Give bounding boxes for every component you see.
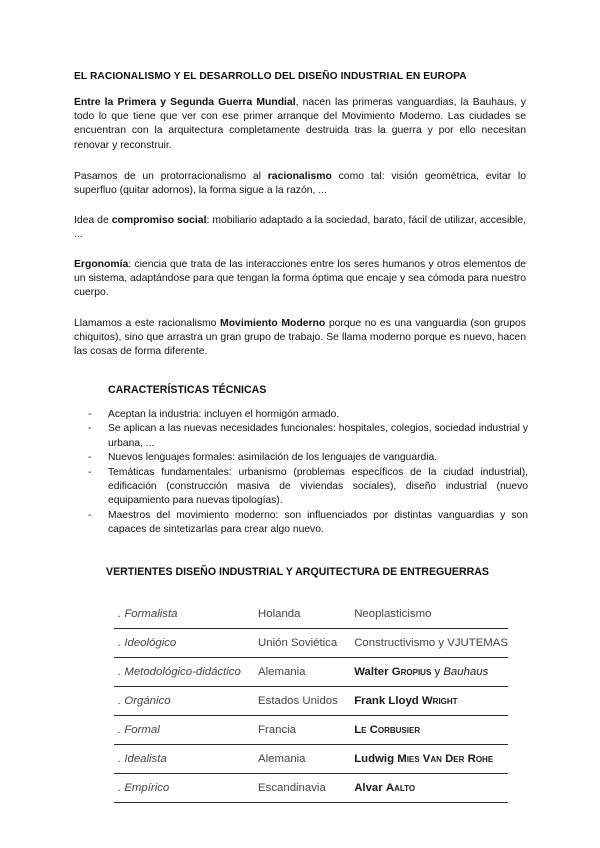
- cell-referente-text: Constructivismo y VJUTEMAS: [354, 637, 508, 649]
- paragraph-bold: racionalismo: [267, 171, 332, 182]
- cell-referente-name: Frank Lloyd: [354, 695, 422, 707]
- dash-bullet: -: [88, 423, 92, 435]
- cell-referente-join: y: [431, 666, 444, 678]
- list-item: [88, 466, 528, 509]
- paragraph-text: , nacen las primeras vanguardias, la Bauhaus, y todo lo que tiene que ver con ese primer arranque del Movimiento Moderno. Las ciudades se encuentran con la arquitectura completamente destruida tras la guerra y por ello necesitan renovar y reconstruir.: [74, 97, 526, 151]
- cell-pais: Unión Soviética: [254, 629, 350, 658]
- list-item: [88, 408, 528, 422]
- document-title: EL RACIONALISMO Y EL DESARROLLO DEL DISEÑO INDUSTRIAL EN EUROPA: [74, 71, 467, 82]
- table-row: [114, 629, 508, 658]
- cell-tendencia: . Formalista: [114, 600, 254, 629]
- list-item: [88, 422, 528, 451]
- cell-pais: Estados Unidos: [254, 687, 350, 716]
- cell-tendencia: . Idealista: [114, 745, 254, 774]
- paragraph-entreguerras: [74, 96, 526, 153]
- heading-caracteristicas-tecnicas: CARACTERÍSTICAS TÉCNICAS: [108, 384, 267, 396]
- table-row: [114, 600, 508, 629]
- cell-referente: [350, 629, 508, 658]
- cell-pais: Francia: [254, 716, 350, 745]
- paragraph-text: como tal: visión geométrica, evitar lo superfluo (quitar adornos), la forma sigue a la razón, ...: [74, 171, 526, 197]
- list-item-text: Temáticas fundamentales: urbanismo (problemas específicos de la ciudad industrial), edificación (construcción masiva de viviendas sociales), diseño industrial (nuevo equipamiento para nuevas tipologías).: [108, 466, 528, 507]
- paragraph-text: porque no es una vanguardia (son grupos chiquitos), sino que arrastra un gran grupo de trabajo. Se llama moderno porque es nuevo, hacen las cosas de forma diferente.: [74, 318, 526, 358]
- dash-bullet: -: [88, 466, 92, 478]
- cell-referente: [350, 716, 508, 745]
- list-item-text: Nuevos lenguajes formales: asimilación de los lenguajes de vanguardia.: [108, 452, 438, 464]
- cell-referente-surname: Mies Van Der Rohe: [397, 753, 494, 765]
- paragraph-text: Pasamos de un protorracionalismo al: [74, 171, 268, 182]
- table-row: [114, 687, 508, 716]
- list-item: [88, 451, 528, 465]
- cell-referente: [350, 658, 508, 687]
- list-item: [88, 509, 528, 538]
- list-item-text: Aceptan la industria: incluyen el hormigón armado.: [108, 409, 340, 420]
- vertientes-table: [114, 600, 508, 803]
- cell-referente: [350, 600, 508, 629]
- cell-referente-name: Alvar: [354, 782, 386, 794]
- cell-pais: Alemania: [254, 745, 350, 774]
- table-row: [114, 745, 508, 774]
- paragraph-bold: compromiso social: [111, 215, 207, 226]
- paragraph-text: Idea de: [74, 215, 112, 226]
- cell-referente: [350, 745, 508, 774]
- cell-referente-name: Walter: [354, 666, 392, 678]
- cell-referente-surname: Wright: [421, 695, 458, 707]
- paragraph-text: Llamamos a este racionalismo: [74, 318, 221, 329]
- cell-tendencia: . Metodológico-didáctico: [114, 658, 254, 687]
- cell-pais: Holanda: [254, 600, 350, 629]
- cell-tendencia: . Empírico: [114, 774, 254, 803]
- table-row: [114, 774, 508, 803]
- paragraph-text: : mobiliario adaptado a la sociedad, barato, fácil de utilizar, accesible, ...: [74, 215, 527, 241]
- list-caracteristicas: [88, 408, 528, 538]
- paragraph-compromiso-social: [74, 214, 526, 242]
- paragraph-ergonomia: [74, 258, 526, 301]
- paragraph-text: : ciencia que trata de las interacciones entre los seres humanos y otros elementos de un sistema, adaptándose para que tengan la forma óptima que encaje y sea cómoda para nuestro cuerpo.: [74, 259, 526, 299]
- dash-bullet: -: [88, 509, 92, 521]
- cell-tendencia: . Formal: [114, 716, 254, 745]
- cell-referente-surname: Aalto: [385, 782, 416, 794]
- paragraph-bold: Ergonomía: [74, 259, 129, 270]
- cell-referente-surname: Le Corbusier: [354, 724, 421, 736]
- cell-referente: [350, 774, 508, 803]
- cell-referente-text: Neoplasticismo: [354, 608, 432, 620]
- cell-tendencia: . Ideológico: [114, 629, 254, 658]
- list-item-text: Se aplican a las nuevas necesidades funcionales: hospitales, colegios, sociedad industrial y urbana, ...: [108, 423, 528, 449]
- cell-pais: Escandinavia: [254, 774, 350, 803]
- paragraph-racionalismo: [74, 170, 526, 198]
- dash-bullet: -: [88, 409, 92, 420]
- cell-referente-surname: Gropius: [391, 666, 432, 678]
- list-item-text: Maestros del movimiento moderno: son influenciados por distintas vanguardias y son capaces de sintetizarlas para crear algo nuevo.: [108, 509, 528, 536]
- cell-referente-school: Bauhaus: [443, 666, 489, 678]
- table-row: [114, 716, 508, 745]
- heading-vertientes: VERTIENTES DISEÑO INDUSTRIAL Y ARQUITECTURA DE ENTREGUERRAS: [106, 566, 489, 578]
- paragraph-movimiento-moderno: [74, 317, 526, 360]
- dash-bullet: -: [88, 452, 92, 464]
- paragraph-bold: Entre la Primera y Segunda Guerra Mundial: [74, 97, 296, 108]
- cell-tendencia: . Orgánico: [114, 687, 254, 716]
- cell-referente-name: Ludwig: [354, 753, 398, 765]
- cell-pais: Alemania: [254, 658, 350, 687]
- table-row: [114, 658, 508, 687]
- paragraph-bold: Movimiento Moderno: [220, 318, 326, 329]
- cell-referente: [350, 687, 508, 716]
